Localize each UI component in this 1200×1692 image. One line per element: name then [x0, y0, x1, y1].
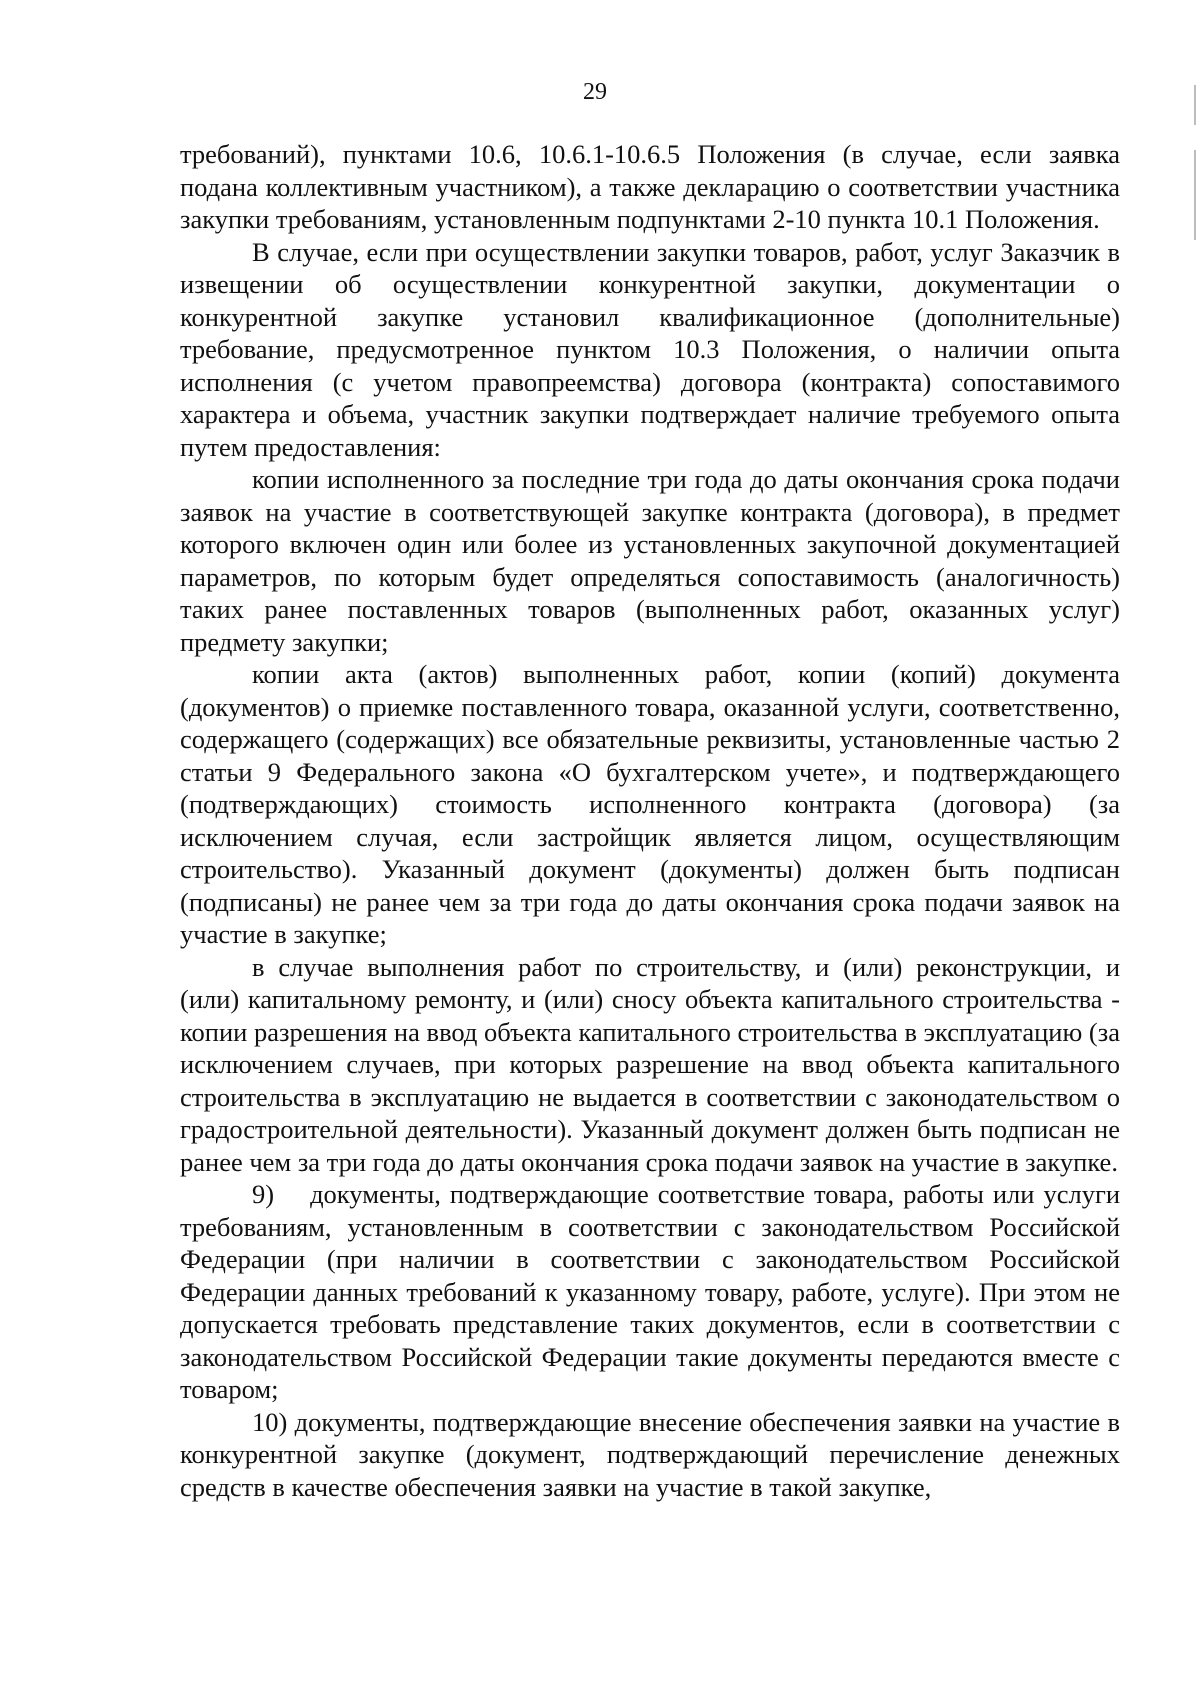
- paragraph-6: 9) документы, подтверждающие соответствие товара, работы или услуги требованиям, установленным в соответствии с законодательством Российской Федерации (при наличии в соответствии с законодательством Российской Федерации данных требований к указанному товару, работе, услуге). При этом не допускается требовать представление таких документов, если в соответствии с законодательством Российской Федерации такие документы передаются вместе с товаром;: [180, 1179, 1120, 1404]
- page-number: 29: [583, 79, 607, 105]
- paragraph-1: требований), пунктами 10.6, 10.6.1-10.6.5 Положения (в случае, если заявка подана коллективным участником), а также декларацию о соответствии участника закупки требованиям, установленным подпунктами 2-10 пункта 10.1 Положения.: [180, 139, 1120, 234]
- paragraph-2: В случае, если при осуществлении закупки товаров, работ, услуг Заказчик в извещении об осуществлении конкурентной закупки, документации о конкурентной закупке установил квалификационное (дополнительные) требование, предусмотренное пунктом 10.3 Положения, о наличии опыта исполнения (с учетом правопреемства) договора (контракта) сопоставимого характера и объема, участник закупки подтверждает наличие требуемого опыта путем предоставления:: [180, 236, 1120, 462]
- paragraph-7: 10) документы, подтверждающие внесение обеспечения заявки на участие в конкурентной закупке (документ, подтверждающий перечисление денежных средств в качестве обеспечения заявки на участие в такой закупке,: [180, 1406, 1120, 1502]
- document-body: [180, 138, 1120, 1503]
- paragraph-4: копии акта (актов) выполненных работ, копии (копий) документа (документов) о приемке поставленного товара, оказанной услуги, соответственно, содержащего (содержащих) все обязательные реквизиты, установленные частью 2 статьи 9 Федерального закона «О бухгалтерском учете», и подтверждающего (подтверждающих) стоимость исполненного контракта (договора) (за исключением случая, если застройщик является лицом, осуществляющим строительство). Указанный документ (документы) должен быть подписан (подписаны) не ранее чем за три года до даты окончания срока подачи заявок на участие в закупке;: [180, 659, 1120, 949]
- paragraph-5: в случае выполнения работ по строительству, и (или) реконструкции, и (или) капитальному ремонту, и (или) сносу объекта капитального строительства - копии разрешения на ввод объекта капитального строительства в эксплуатацию (за исключением случаев, при которых разрешение на ввод объекта капитального строительства в эксплуатацию не выдается в соответствии с законодательством о градостроительной деятельности). Указанный документ должен быть подписан не ранее чем за три года до даты окончания срока подачи заявок на участие в закупке.: [180, 951, 1120, 1177]
- paragraph-3: копии исполненного за последние три года до даты окончания срока подачи заявок на участие в соответствующей закупке контракта (договора), в предмет которого включен один или более из установленных закупочной документацией параметров, по которым будет определяться сопоставимость (аналогичность) таких ранее поставленных товаров (выполненных работ, оказанных услуг) предмету закупки;: [180, 464, 1120, 657]
- scan-edge-mark: [1194, 150, 1196, 240]
- scan-edge-mark: [1194, 85, 1196, 125]
